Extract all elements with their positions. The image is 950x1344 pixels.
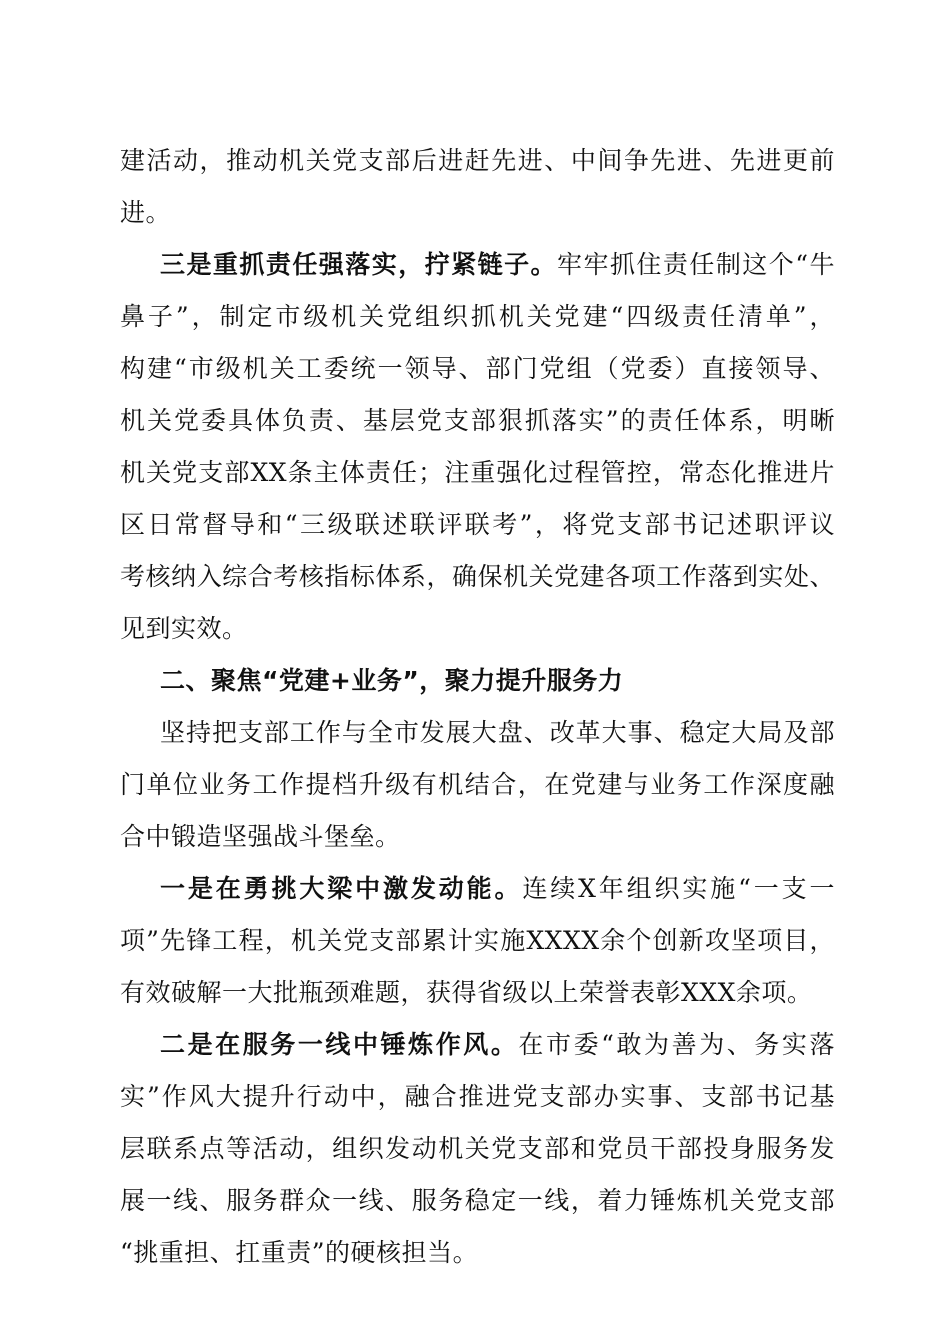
text-line: 见到实效。 (120, 614, 248, 643)
lead-sentence: 二是在服务一线中锤炼作风。 (160, 1030, 519, 1059)
text-line: 机关党支部XX条主体责任；注重强化过程管控，常态化推进片 (120, 458, 835, 487)
paragraph-5 (120, 1019, 835, 1279)
text-line: 机关党委具体负责、基层党支部狠抓落实”的责任体系，明晰 (120, 406, 835, 435)
text-span: 在市委“敢为善为、务实落 (518, 1030, 835, 1059)
paragraph-3 (120, 707, 835, 863)
document-page (120, 135, 835, 1279)
text-line: 考核纳入综合考核指标体系，确保机关党建各项工作落到实处、 (120, 562, 835, 591)
text-line: 建活动，推动机关党支部后进赶先进、中间争先进、先进更前 (120, 146, 835, 175)
text-line: 层联系点等活动，组织发动机关党支部和党员干部投身服务发 (120, 1134, 835, 1163)
lead-sentence: 一是在勇挑大梁中激发动能。 (160, 874, 523, 903)
text-line: 有效破解一大批瓶颈难题，获得省级以上荣誉表彰XXX余项。 (120, 978, 813, 1007)
text-line (120, 1019, 835, 1071)
text-line: 实”作风大提升行动中，融合推进党支部办实事、支部书记基 (120, 1082, 835, 1111)
section-heading: 二、聚焦“党建+业务”，聚力提升服务力 (160, 666, 624, 695)
text-span: 连续X年组织实施“一支一 (522, 874, 835, 903)
paragraph-1 (120, 135, 835, 239)
lead-sentence: 三是重抓责任强落实，拧紧链子。 (160, 250, 558, 279)
text-line: 构建“市级机关工委统一领导、部门党组（党委）直接领导、 (120, 354, 835, 383)
text-line: 项”先锋工程，机关党支部累计实施XXXX余个创新攻坚项目， (120, 926, 835, 955)
paragraph-2 (120, 239, 835, 655)
text-line: 门单位业务工作提档升级有机结合，在党建与业务工作深度融 (120, 770, 835, 799)
text-line: 合中锻造坚强战斗堡垒。 (120, 822, 401, 851)
text-line: 展一线、服务群众一线、服务稳定一线，着力锤炼机关党支部 (120, 1186, 835, 1215)
text-line: 区日常督导和“三级联述联评联考”，将党支部书记述职评议 (120, 510, 835, 539)
text-line: 进。 (120, 198, 172, 227)
text-line (120, 239, 835, 291)
text-line: 鼻子”，制定市级机关党组织抓机关党建“四级责任清单”， (120, 302, 835, 331)
text-line: 坚持把支部工作与全市发展大盘、改革大事、稳定大局及部 (160, 718, 835, 747)
text-span: 牢牢抓住责任制这个“牛 (557, 250, 835, 279)
paragraph-4 (120, 863, 835, 1019)
text-line: “挑重担、扛重责”的硬核担当。 (120, 1238, 479, 1267)
text-line (120, 863, 835, 915)
